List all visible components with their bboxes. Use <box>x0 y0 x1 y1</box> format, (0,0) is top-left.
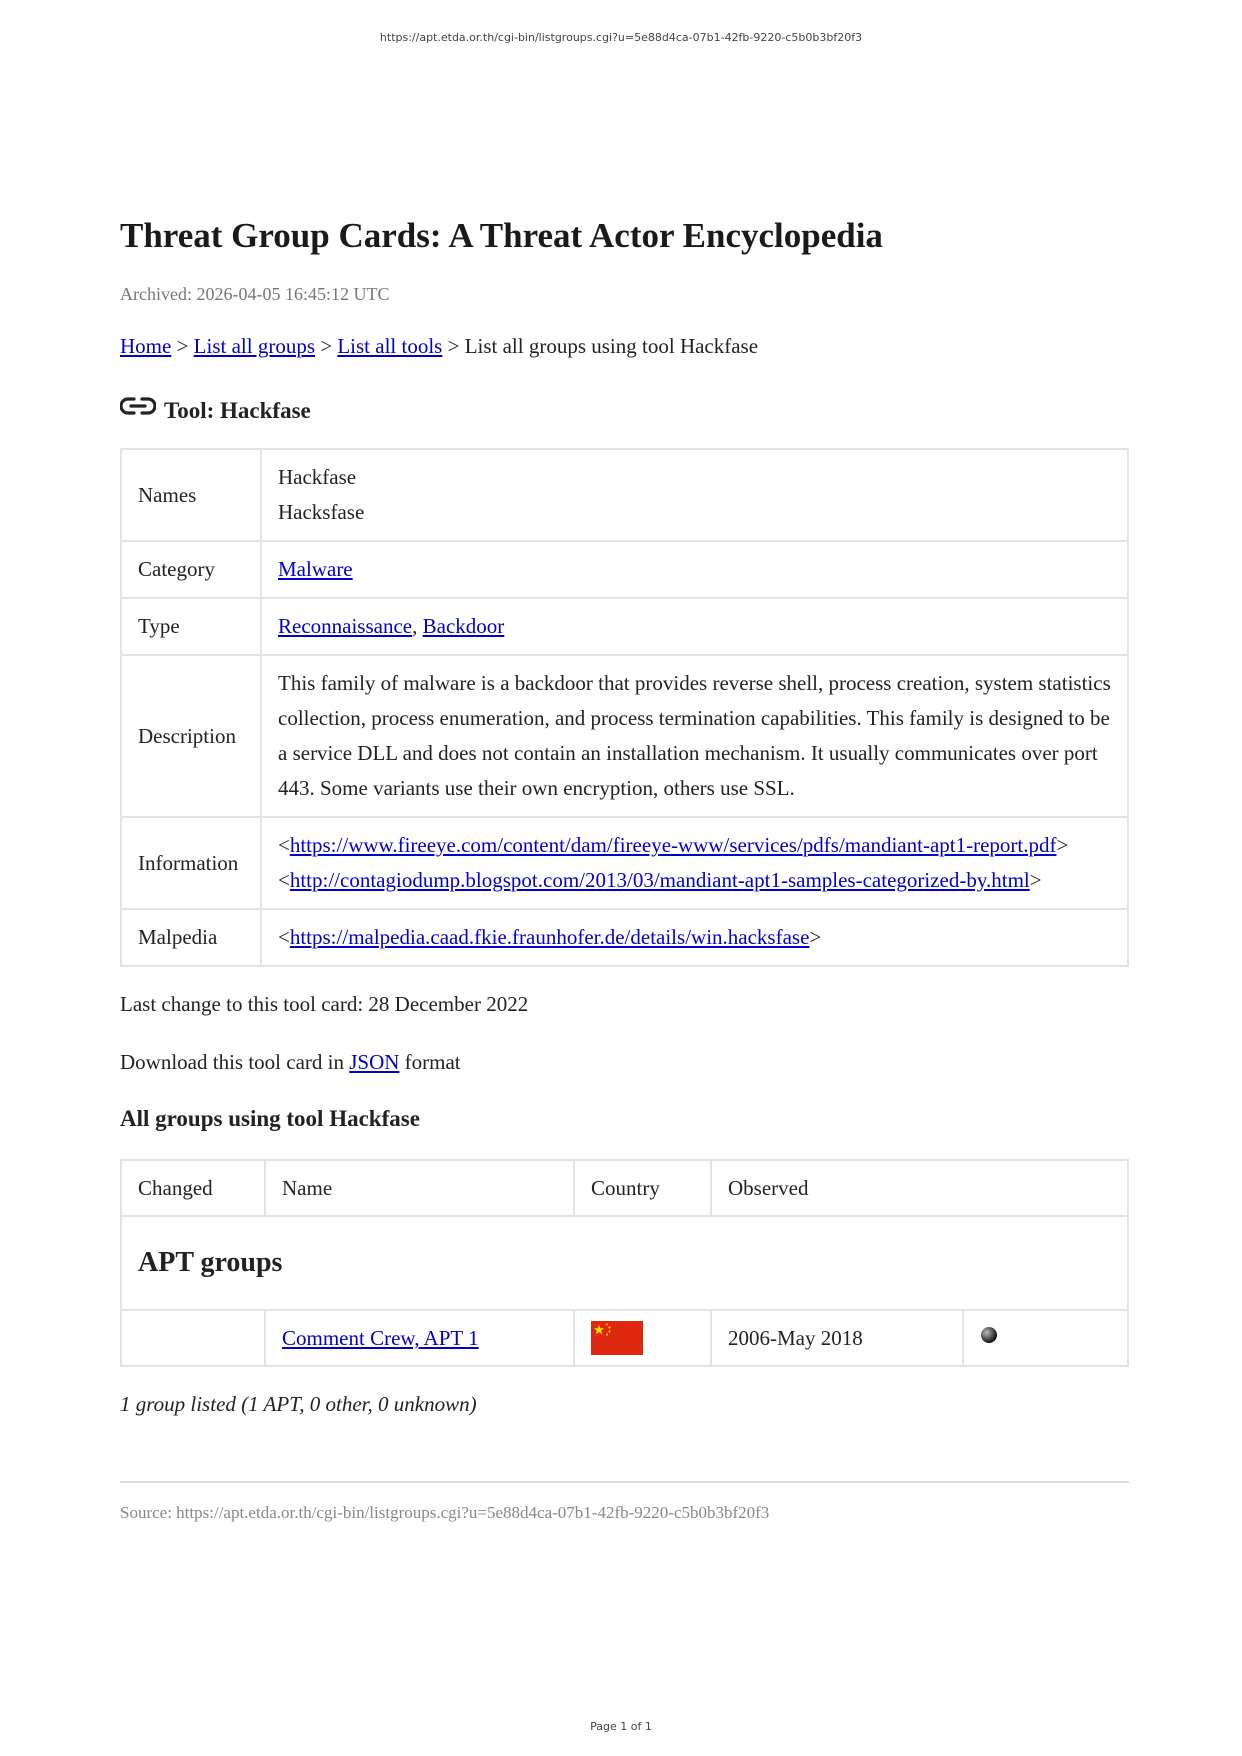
type-value <box>261 598 1128 655</box>
malpedia-label: Malpedia <box>121 909 261 966</box>
column-header-name: Name <box>265 1160 574 1216</box>
information-value <box>261 817 1128 909</box>
page-number: Page 1 of 1 <box>590 1720 652 1733</box>
country-cell <box>574 1310 711 1366</box>
breadcrumb-separator: > <box>176 334 189 358</box>
download-json-link[interactable]: JSON <box>349 1050 400 1074</box>
section-cell <box>121 1216 1128 1310</box>
bracket-close: > <box>1029 868 1042 892</box>
china-flag-icon <box>591 1321 643 1355</box>
observed-cell: 2006-May 2018 <box>711 1310 963 1366</box>
type-separator: , <box>412 614 423 638</box>
info-link-line <box>278 828 1111 863</box>
status-cell <box>963 1310 1128 1366</box>
download-prefix: Download this tool card in <box>120 1050 350 1074</box>
malpedia-row <box>121 909 1128 966</box>
tool-heading-text: Tool: Hackfase <box>164 398 311 423</box>
category-label: Category <box>121 541 261 598</box>
breadcrumb-separator: > <box>320 334 333 358</box>
section-row <box>121 1216 1128 1310</box>
groups-table <box>120 1159 1129 1367</box>
description-row <box>121 655 1128 817</box>
breadcrumb-separator: > <box>447 334 460 358</box>
malpedia-value <box>261 909 1128 966</box>
names-value <box>261 449 1128 541</box>
bracket-open: < <box>278 868 290 892</box>
summary-text: 1 group listed (1 APT, 0 other, 0 unknown) <box>120 1392 477 1416</box>
names-label: Names <box>121 449 261 541</box>
bracket-close: > <box>1056 833 1069 857</box>
breadcrumb <box>120 332 1129 360</box>
category-row <box>121 541 1128 598</box>
groups-header-row <box>121 1160 1128 1216</box>
name-cell <box>265 1310 574 1366</box>
tool-name: Hackfase <box>278 465 357 489</box>
column-header-observed: Observed <box>711 1160 1128 1216</box>
link-icon <box>120 394 156 418</box>
information-row <box>121 817 1128 909</box>
print-header-url: https://apt.etda.or.th/cgi-bin/listgroups.cgi?u=5e88d4ca-07b1-42fb-9220-c5b0b3bf20f3 <box>379 31 863 44</box>
tool-heading <box>120 394 1129 426</box>
table-row <box>121 1310 1128 1366</box>
type-link-backdoor[interactable]: Backdoor <box>422 614 505 638</box>
bracket-open: < <box>278 833 290 857</box>
names-row <box>121 449 1128 541</box>
group-link[interactable]: Comment Crew, APT 1 <box>282 1326 479 1350</box>
page-title: Threat Group Cards: A Threat Actor Encyclopedia <box>120 216 883 255</box>
breadcrumb-list-groups-link[interactable]: List all groups <box>193 334 315 358</box>
section-label: APT groups <box>138 1247 283 1278</box>
source-url: Source: https://apt.etda.or.th/cgi-bin/listgroups.cgi?u=5e88d4ca-07b1-42fb-9220-c5b0b3bf20f3 <box>120 1503 770 1522</box>
tool-card-table <box>120 448 1129 967</box>
bracket-open: < <box>278 925 290 949</box>
groups-heading: All groups using tool Hackfase <box>120 1106 420 1131</box>
status-dot-icon <box>980 1326 998 1344</box>
column-header-country: Country <box>574 1160 711 1216</box>
breadcrumb-current: List all groups using tool Hackfase <box>464 334 759 358</box>
type-label: Type <box>121 598 261 655</box>
description-label: Description <box>121 655 261 817</box>
download-suffix: format <box>399 1050 461 1074</box>
breadcrumb-list-tools-link[interactable]: List all tools <box>337 334 443 358</box>
page-content <box>120 212 1129 1525</box>
malpedia-link[interactable]: https://malpedia.caad.fkie.fraunhofer.de/details/win.hacksfase <box>289 925 810 949</box>
column-header-changed: Changed <box>121 1160 265 1216</box>
changed-cell <box>121 1310 265 1366</box>
type-row <box>121 598 1128 655</box>
type-link-reconnaissance[interactable]: Reconnaissance <box>278 614 413 638</box>
information-label: Information <box>121 817 261 909</box>
archived-timestamp: Archived: 2026-04-05 16:45:12 UTC <box>120 284 390 304</box>
info-link-fireeye[interactable]: https://www.fireeye.com/content/dam/fireeye-www/services/pdfs/mandiant-apt1-report.pdf <box>289 833 1057 857</box>
divider <box>120 1481 1129 1483</box>
tool-name: Hacksfase <box>278 500 365 524</box>
info-link-contagio[interactable]: http://contagiodump.blogspot.com/2013/03/mandiant-apt1-samples-categorized-by.html <box>289 868 1030 892</box>
description-value: This family of malware is a backdoor that provides reverse shell, process creation, system statistics collection, process enumeration, and process termination capabilities. This family is designed to be a service DLL and does not contain an installation mechanism. It usually communicates over port 443. Some variants use their own encryption, others use SSL. <box>261 655 1128 817</box>
download-line <box>120 1047 1129 1077</box>
category-value <box>261 541 1128 598</box>
breadcrumb-home-link[interactable]: Home <box>120 334 172 358</box>
category-link[interactable]: Malware <box>278 557 353 581</box>
info-link-line <box>278 863 1111 898</box>
bracket-close: > <box>809 925 822 949</box>
last-change-text: Last change to this tool card: 28 December 2022 <box>120 992 529 1016</box>
